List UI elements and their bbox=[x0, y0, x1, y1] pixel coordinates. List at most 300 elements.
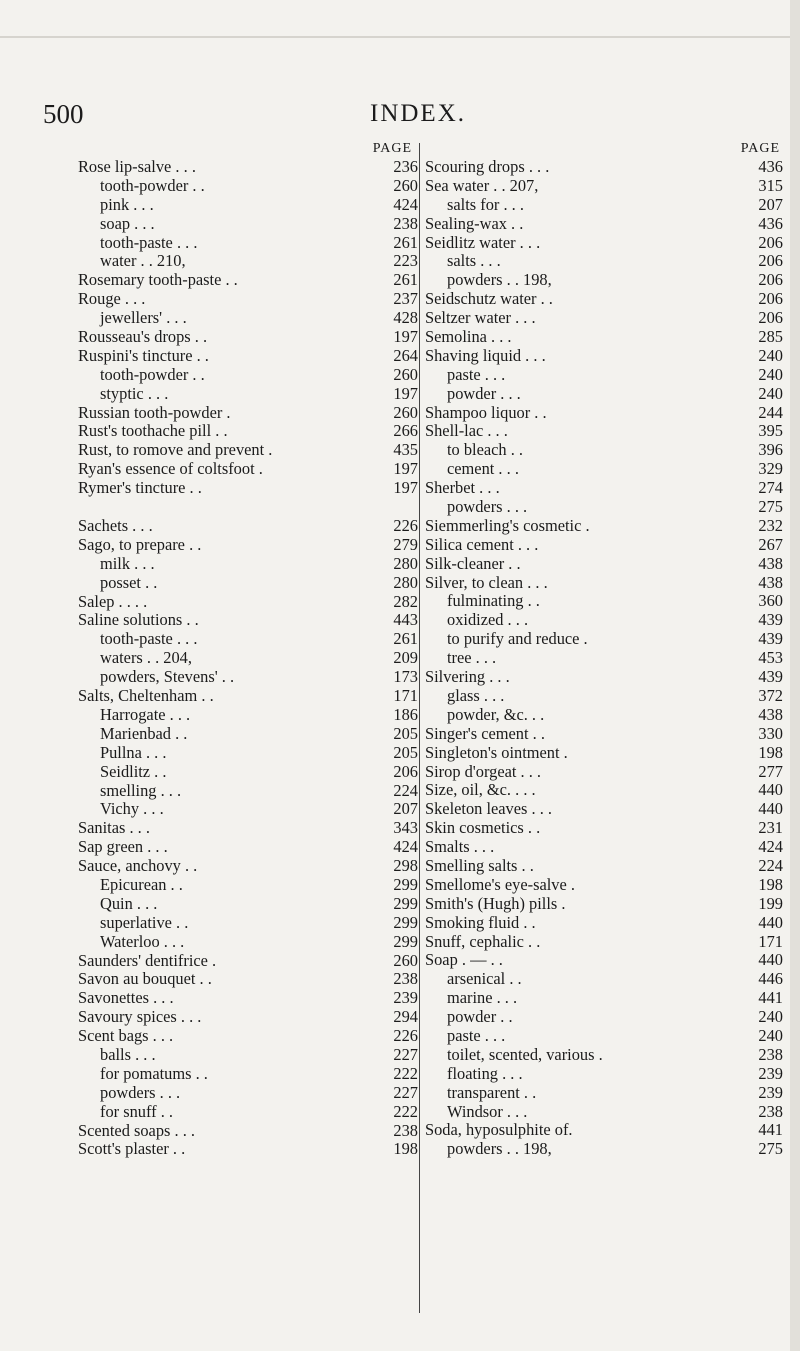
entry-term bbox=[78, 838, 168, 857]
entry-pages: 222 bbox=[393, 1063, 418, 1083]
entry-pages: 171 bbox=[758, 931, 783, 951]
entry-term-text: tree bbox=[447, 648, 472, 668]
entry-term-text: powders bbox=[447, 270, 503, 290]
entry-term-text: to purify and reduce bbox=[447, 629, 580, 649]
entry-leader: . . . . bbox=[114, 591, 148, 611]
entry-pages: 436 bbox=[758, 157, 783, 176]
entry-pages: 223 bbox=[393, 251, 418, 271]
entry-term bbox=[447, 1103, 527, 1122]
entry-pages: 440 bbox=[758, 950, 783, 970]
index-column-left bbox=[78, 140, 418, 1159]
entry-term bbox=[425, 290, 553, 309]
entry-term-text: Soap bbox=[425, 950, 458, 970]
entry-term-text: Seidlitz water bbox=[425, 232, 516, 252]
entry-term-text: fulminating bbox=[447, 591, 524, 611]
entry-term-text: Scott's plaster bbox=[78, 1139, 169, 1159]
entry-term bbox=[425, 215, 523, 234]
column-divider bbox=[419, 143, 420, 1313]
entry-term-text: tooth-paste bbox=[100, 629, 173, 649]
index-column-right bbox=[425, 140, 783, 1159]
entry-term bbox=[447, 498, 527, 517]
entry-term bbox=[100, 252, 186, 271]
index-subentry bbox=[78, 385, 418, 404]
entry-term bbox=[425, 800, 552, 819]
entry-pages: 238 bbox=[393, 969, 418, 989]
entry-leader: . — . . bbox=[457, 950, 503, 970]
entry-leader: . bbox=[579, 629, 588, 649]
entry-term bbox=[78, 479, 202, 498]
entry-term-text: transparent bbox=[447, 1082, 520, 1102]
entry-leader: . . bbox=[185, 478, 202, 498]
entry-leader: . . bbox=[527, 704, 545, 724]
entry-leader: . . . bbox=[132, 893, 158, 913]
index-entry bbox=[78, 422, 418, 441]
entry-pages: 206 bbox=[758, 308, 783, 328]
entry-leader: . bbox=[207, 950, 217, 970]
entry-leader: . . . bbox=[469, 837, 495, 857]
entry-term bbox=[447, 687, 504, 706]
entry-term-text: Rose lip-salve bbox=[78, 157, 172, 176]
entry-leader: . . . bbox=[129, 194, 154, 214]
entry-term bbox=[425, 309, 536, 328]
entry-term-text: styptic bbox=[100, 383, 144, 403]
entry-leader: . . bbox=[150, 761, 167, 781]
entry-leader: . . 210, bbox=[136, 251, 186, 271]
entry-leader: . . . bbox=[143, 383, 169, 403]
entry-term-text: Shaving liquid bbox=[425, 345, 522, 365]
entry-term-text: Salep bbox=[78, 591, 115, 611]
entry-pages: 453 bbox=[758, 648, 783, 668]
entry-pages: 261 bbox=[393, 232, 418, 252]
entry-pages: 206 bbox=[758, 270, 783, 290]
entry-leader: . . bbox=[171, 912, 189, 932]
entry-term bbox=[100, 914, 188, 933]
entry-leader: . . . bbox=[171, 157, 196, 176]
index-entry bbox=[78, 970, 418, 989]
entry-term-text: salts for bbox=[447, 194, 500, 214]
entry-term-text: Quin bbox=[100, 893, 133, 913]
index-entry bbox=[425, 177, 783, 196]
entry-term bbox=[78, 1027, 173, 1046]
entry-term-text: Soda, hyposulphite of bbox=[425, 1120, 569, 1140]
entry-term-text: Marienbad bbox=[100, 723, 171, 743]
entry-term bbox=[447, 1065, 523, 1084]
entry-term bbox=[100, 895, 157, 914]
entry-pages: 238 bbox=[758, 1101, 783, 1121]
entry-term-text: Shell-lac bbox=[425, 421, 484, 441]
index-subentry bbox=[78, 1084, 418, 1103]
entry-term bbox=[425, 857, 534, 876]
index-entry bbox=[425, 914, 783, 933]
index-entry bbox=[425, 857, 783, 876]
entry-leader: . . bbox=[505, 969, 522, 989]
index-subentry bbox=[425, 649, 783, 668]
entry-pages: 231 bbox=[758, 818, 783, 838]
entry-leader: . . bbox=[517, 855, 534, 875]
entry-term bbox=[100, 876, 183, 895]
entry-pages: 197 bbox=[393, 459, 418, 479]
index-subentry bbox=[425, 706, 783, 725]
entry-term bbox=[447, 706, 544, 725]
index-subentry bbox=[425, 196, 783, 215]
entry-term-text: Smalts bbox=[425, 837, 470, 857]
entry-pages: 315 bbox=[758, 175, 783, 195]
entry-term-text: Silver, to clean bbox=[425, 572, 524, 592]
entry-pages: 299 bbox=[393, 912, 418, 932]
index-entry bbox=[425, 479, 783, 498]
entry-term-text: superlative bbox=[100, 912, 172, 932]
index-entry bbox=[78, 441, 418, 460]
entry-term bbox=[447, 630, 588, 649]
entry-term bbox=[78, 952, 216, 971]
entry-pages: 240 bbox=[758, 383, 783, 403]
entry-pages: 275 bbox=[758, 497, 783, 517]
index-entry bbox=[78, 1008, 418, 1027]
entry-term bbox=[425, 177, 538, 196]
index-entry bbox=[425, 555, 783, 574]
entry-term bbox=[100, 1065, 208, 1084]
entry-term-text: Silk-cleaner bbox=[425, 553, 505, 573]
entry-term-text: Rousseau's drops bbox=[78, 327, 191, 347]
entry-leader: . . . bbox=[524, 157, 550, 176]
entry-term-text: for pomatums bbox=[100, 1063, 192, 1083]
entry-term-text: Rust, to romove and prevent bbox=[78, 440, 265, 460]
index-subentry bbox=[78, 234, 418, 253]
entry-term bbox=[425, 744, 568, 763]
entry-leader: . . . bbox=[480, 364, 506, 384]
entry-pages: 206 bbox=[758, 289, 783, 309]
entry-pages: 440 bbox=[758, 799, 783, 819]
entry-pages: 285 bbox=[758, 327, 783, 347]
entry-term-text: Skin cosmetics bbox=[425, 818, 524, 838]
entry-term-text: Windsor bbox=[447, 1101, 503, 1121]
index-entry bbox=[78, 952, 418, 971]
entry-pages: 224 bbox=[393, 780, 418, 800]
entry-pages: 299 bbox=[393, 874, 418, 894]
entry-pages: 360 bbox=[758, 591, 783, 611]
index-subentry bbox=[78, 252, 418, 271]
index-subentry bbox=[78, 668, 418, 687]
entry-pages: 240 bbox=[758, 364, 783, 384]
entry-term-text: smelling bbox=[100, 780, 157, 800]
index-entry bbox=[78, 517, 418, 536]
index-subentry bbox=[78, 649, 418, 668]
entry-term bbox=[425, 328, 512, 347]
entry-leader: . bbox=[254, 459, 263, 479]
entry-term-text: Snuff, cephalic bbox=[425, 931, 524, 951]
entry-term bbox=[78, 517, 153, 536]
entry-pages: 280 bbox=[393, 553, 418, 573]
entry-term bbox=[447, 460, 519, 479]
entry-leader: . . . bbox=[125, 818, 150, 838]
entry-term bbox=[447, 385, 521, 404]
entry-term bbox=[425, 555, 521, 574]
index-entry bbox=[78, 290, 418, 309]
entry-pages: 343 bbox=[393, 818, 418, 838]
entry-pages: 207 bbox=[393, 799, 418, 819]
entry-term bbox=[78, 347, 209, 366]
entry-term-text: tooth-paste bbox=[100, 232, 173, 252]
index-entry bbox=[78, 1122, 418, 1141]
entry-term bbox=[100, 555, 155, 574]
entry-term-text: paste bbox=[447, 1025, 481, 1045]
index-subentry bbox=[78, 215, 418, 234]
entry-pages: 277 bbox=[758, 761, 783, 781]
entry-term-text: paste bbox=[447, 364, 481, 384]
entry-term-text: Pullna bbox=[100, 742, 142, 762]
index-entry bbox=[425, 328, 783, 347]
entry-pages: 282 bbox=[393, 591, 418, 611]
entry-term bbox=[78, 290, 145, 309]
entry-pages: 239 bbox=[393, 988, 418, 1008]
entry-term-text: Savoury spices bbox=[78, 1007, 177, 1027]
entry-pages: 227 bbox=[393, 1044, 418, 1064]
entry-leader: . . 204, bbox=[142, 648, 192, 668]
entry-leader: . . . bbox=[130, 213, 155, 233]
entry-term-text: Seidschutz water bbox=[425, 289, 537, 309]
entry-leader: . . . bbox=[475, 478, 500, 498]
entry-pages: 267 bbox=[758, 534, 783, 554]
entry-term-text: Harrogate bbox=[100, 704, 166, 724]
entry-leader: . . bbox=[184, 534, 202, 554]
entry-term bbox=[100, 234, 197, 253]
entry-pages: 238 bbox=[393, 1120, 418, 1140]
entry-leader: . bbox=[559, 742, 568, 762]
entry-leader: . . bbox=[140, 572, 158, 592]
index-entry bbox=[78, 347, 418, 366]
entry-term-text: Rouge bbox=[78, 289, 121, 309]
entry-leader: . . . bbox=[149, 988, 174, 1008]
entry-term bbox=[100, 744, 166, 763]
entry-term-text: powder bbox=[447, 1007, 497, 1027]
entry-leader: . . bbox=[523, 818, 541, 838]
entry-term-text: tooth-powder bbox=[100, 175, 189, 195]
entry-leader: . . . bbox=[485, 667, 510, 687]
entry-leader: . . bbox=[168, 1139, 186, 1159]
entry-term-text: Sap green bbox=[78, 837, 144, 857]
entry-leader: . bbox=[581, 515, 590, 535]
entry-term-text: Scented soaps bbox=[78, 1120, 171, 1140]
index-subentry bbox=[78, 782, 418, 801]
index-entry bbox=[425, 744, 783, 763]
entry-leader: . . . bbox=[503, 610, 529, 630]
entry-pages: 238 bbox=[393, 213, 418, 233]
entry-pages: 279 bbox=[393, 534, 418, 554]
entry-term-text: Sherbet bbox=[425, 478, 476, 498]
entry-leader: . . . bbox=[130, 553, 155, 573]
entry-leader: . . bbox=[519, 912, 536, 932]
entry-leader: . . . bbox=[486, 327, 512, 347]
entry-term-text: Savonettes bbox=[78, 988, 150, 1008]
entry-term-text: Epicurean bbox=[100, 874, 167, 894]
entry-leader: . . . bbox=[172, 629, 198, 649]
index-entry bbox=[78, 271, 418, 290]
entry-pages: 260 bbox=[393, 402, 418, 422]
entry-leader: . . bbox=[192, 345, 209, 365]
entry-leader: . . . bbox=[502, 1101, 528, 1121]
entry-pages: 198 bbox=[758, 742, 783, 762]
entry-term bbox=[100, 630, 197, 649]
index-subentry bbox=[78, 800, 418, 819]
entry-term bbox=[78, 404, 231, 423]
entry-term bbox=[78, 422, 228, 441]
index-subentry bbox=[78, 366, 418, 385]
index-subentry bbox=[78, 1046, 418, 1065]
index-entry bbox=[425, 290, 783, 309]
entry-term-text: Skeleton leaves bbox=[425, 799, 528, 819]
entry-pages: 206 bbox=[758, 232, 783, 252]
entry-term bbox=[78, 536, 201, 555]
entry-pages: 299 bbox=[393, 931, 418, 951]
index-entry bbox=[78, 1027, 418, 1046]
entry-term-text: Smoking fluid bbox=[425, 912, 520, 932]
index-entry bbox=[425, 838, 783, 857]
entry-term bbox=[425, 158, 549, 177]
entry-leader: . . . bbox=[170, 1120, 195, 1140]
page-column-label: PAGE bbox=[740, 141, 780, 156]
entry-leader: . . bbox=[506, 440, 524, 460]
entry-term bbox=[447, 252, 501, 271]
entry-term-text: Shampoo liquor bbox=[425, 402, 531, 422]
entry-pages: 205 bbox=[393, 742, 418, 762]
entry-pages: 436 bbox=[758, 213, 783, 233]
entry-pages: 173 bbox=[393, 667, 418, 687]
entry-leader: . . bbox=[166, 874, 183, 894]
entry-leader: . . . bbox=[141, 742, 167, 762]
index-subentry bbox=[78, 895, 418, 914]
entry-term-text: Seltzer water bbox=[425, 308, 512, 328]
entry-term bbox=[78, 819, 150, 838]
entry-term-text: Russian tooth-powder bbox=[78, 402, 223, 422]
entry-leader: . bbox=[222, 402, 231, 422]
entry-term-text: powder bbox=[447, 383, 497, 403]
entry-pages: 440 bbox=[758, 780, 783, 800]
entry-term bbox=[447, 649, 496, 668]
entry-pages: 441 bbox=[758, 988, 783, 1008]
entry-pages: 260 bbox=[393, 950, 418, 970]
entry-term-text: pink bbox=[100, 194, 130, 214]
entry-term bbox=[425, 725, 545, 744]
entry-term bbox=[447, 271, 552, 290]
entry-term bbox=[425, 781, 536, 800]
entry-pages: 244 bbox=[758, 402, 783, 422]
entry-term bbox=[100, 196, 154, 215]
entry-term bbox=[78, 989, 174, 1008]
entry-pages: 260 bbox=[393, 364, 418, 384]
entry-term-text: Saline solutions bbox=[78, 610, 183, 630]
index-subentry bbox=[425, 1103, 783, 1122]
entry-term bbox=[425, 517, 590, 536]
entry-term bbox=[78, 611, 199, 630]
entry-leader: . . bbox=[180, 856, 198, 876]
entry-term bbox=[447, 1008, 513, 1027]
entry-term bbox=[425, 819, 540, 838]
page-number: 500 bbox=[43, 99, 84, 129]
index-entry bbox=[78, 460, 418, 479]
entry-leader: . . 198, bbox=[502, 1139, 552, 1159]
entry-term bbox=[78, 1140, 185, 1159]
index-entry bbox=[425, 895, 783, 914]
index-entry bbox=[78, 687, 418, 706]
entry-pages: 298 bbox=[393, 856, 418, 876]
entry-term bbox=[425, 1121, 573, 1140]
index-subentry bbox=[425, 630, 783, 649]
entry-pages: 274 bbox=[758, 478, 783, 498]
entry-term bbox=[447, 970, 522, 989]
entry-pages: 197 bbox=[393, 327, 418, 347]
entry-term bbox=[100, 1084, 180, 1103]
entry-term bbox=[100, 649, 192, 668]
entry-term bbox=[447, 1027, 505, 1046]
index-entry bbox=[425, 158, 783, 177]
entry-term bbox=[447, 1046, 603, 1065]
entry-term-text: Scent bags bbox=[78, 1026, 149, 1046]
entry-term-text: Semolina bbox=[425, 327, 487, 347]
entry-term-text: water bbox=[100, 251, 137, 271]
entry-term-text: Salts, Cheltenham bbox=[78, 686, 198, 706]
entry-leader: . . bbox=[506, 213, 524, 233]
index-subentry bbox=[78, 706, 418, 725]
entry-term bbox=[425, 422, 508, 441]
index-subentry bbox=[425, 1008, 783, 1027]
entry-term-text: Sauce, anchovy bbox=[78, 856, 181, 876]
entry-term-text: balls bbox=[100, 1044, 131, 1064]
index-entry bbox=[425, 574, 783, 593]
entry-leader: . . . bbox=[128, 516, 153, 536]
index-entry bbox=[78, 611, 418, 630]
index-entry bbox=[425, 404, 783, 423]
entry-term-text: Sanitas bbox=[78, 818, 126, 838]
entry-term-text: Silica cement bbox=[425, 534, 514, 554]
entry-leader: . . bbox=[504, 553, 521, 573]
entry-leader: . . 198, bbox=[502, 270, 552, 290]
entry-pages: 372 bbox=[758, 685, 783, 705]
entry-pages: 240 bbox=[758, 345, 783, 365]
entry-leader: . . bbox=[191, 1063, 208, 1083]
entry-term bbox=[78, 460, 263, 479]
index-entry bbox=[78, 838, 418, 857]
entry-leader: . . bbox=[156, 1101, 173, 1121]
index-entry bbox=[78, 536, 418, 555]
entry-pages: 439 bbox=[758, 629, 783, 649]
entry-leader: . . bbox=[188, 364, 205, 384]
index-entry bbox=[78, 1140, 418, 1159]
index-subentry bbox=[425, 252, 783, 271]
entry-term-text: powders bbox=[447, 1139, 503, 1159]
entry-term bbox=[78, 271, 238, 290]
entry-pages: 260 bbox=[393, 175, 418, 195]
index-subentry bbox=[78, 744, 418, 763]
entry-term-text: glass bbox=[447, 685, 480, 705]
entry-leader: . . . bbox=[143, 837, 168, 857]
entry-term-text: Saunders' dentifrice bbox=[78, 950, 208, 970]
entry-term bbox=[100, 706, 190, 725]
entry-term bbox=[100, 668, 234, 687]
entry-leader: . . . bbox=[156, 780, 182, 800]
entry-term bbox=[100, 177, 205, 196]
index-subentry bbox=[425, 970, 783, 989]
index-subentry bbox=[78, 1103, 418, 1122]
entry-term bbox=[78, 970, 212, 989]
entry-term bbox=[78, 158, 196, 177]
entry-pages: 440 bbox=[758, 912, 783, 932]
index-subentry bbox=[425, 385, 783, 404]
entry-pages: 237 bbox=[393, 289, 418, 309]
entry-term-text: Sea water bbox=[425, 175, 490, 195]
entry-term bbox=[78, 441, 272, 460]
index-subentry bbox=[78, 196, 418, 215]
entry-term-text: toilet, scented, various bbox=[447, 1044, 595, 1064]
